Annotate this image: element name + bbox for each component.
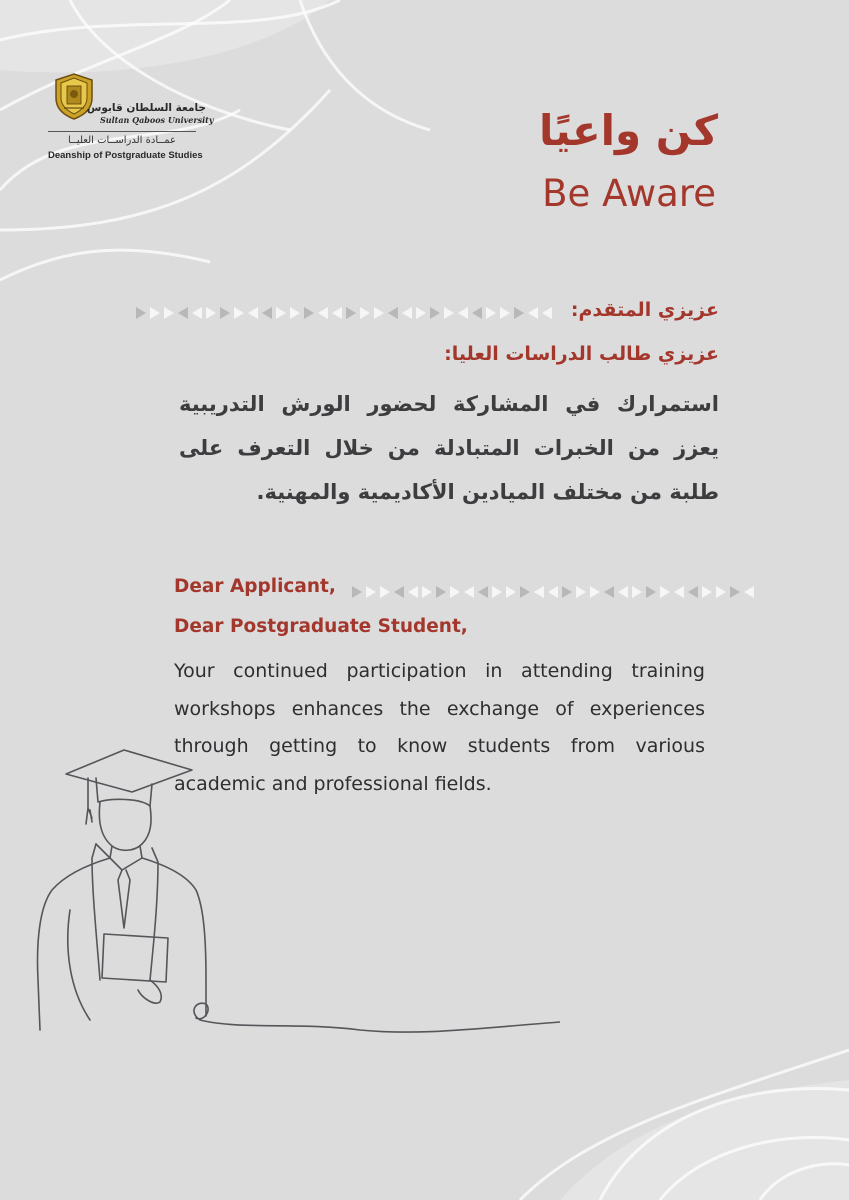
english-body-text: Your continued participation in attending training workshops enhances the exchange of experiences through getting to know students from various academic and professional fields. <box>174 660 705 795</box>
decorative-arrow-strip <box>350 582 770 602</box>
university-name-arabic: جامعة السلطان قابوس <box>86 102 206 114</box>
arrow-mark <box>472 307 482 319</box>
arrow-mark <box>234 307 244 319</box>
university-logo <box>44 62 214 166</box>
deanship-name-english: Deanship of Postgraduate Studies <box>48 150 203 161</box>
arrow-mark <box>408 586 418 598</box>
arrow-mark <box>206 307 216 319</box>
arrow-mark <box>562 586 572 598</box>
english-salutation-applicant: Dear Applicant, <box>174 576 336 597</box>
arrow-mark <box>576 586 586 598</box>
arrow-mark <box>632 586 642 598</box>
arrow-mark <box>702 586 712 598</box>
arrow-mark <box>136 307 146 319</box>
arrow-mark <box>416 307 426 319</box>
arabic-salutation-student: عزيزي طالب الدراسات العليا: <box>444 343 719 365</box>
arrow-mark <box>458 307 468 319</box>
arrow-mark <box>618 586 628 598</box>
arrow-mark <box>464 586 474 598</box>
arrow-mark <box>276 307 286 319</box>
arrow-mark <box>646 586 656 598</box>
arrow-mark <box>402 307 412 319</box>
arrow-mark <box>352 586 362 598</box>
arrow-mark <box>422 586 432 598</box>
arrow-mark <box>178 307 188 319</box>
arabic-body-text: استمرارك في المشاركة لحضور الورش التدريبية يعزز من الخبرات المتبادلة من خلال التعرف على طلبة من مختلف الميادين الأكاديمية والمهنية. <box>179 392 719 504</box>
arrow-mark <box>478 586 488 598</box>
arrow-mark <box>380 586 390 598</box>
graduate-illustration <box>0 740 560 1040</box>
arrow-mark <box>388 307 398 319</box>
arrow-mark <box>730 586 740 598</box>
arrow-mark <box>660 586 670 598</box>
english-salutation-student: Dear Postgraduate Student, <box>174 616 468 637</box>
arrow-mark <box>220 307 230 319</box>
arrow-mark <box>450 586 460 598</box>
arrow-mark <box>374 307 384 319</box>
arrow-mark <box>744 586 754 598</box>
arrow-mark <box>590 586 600 598</box>
arrow-mark <box>514 307 524 319</box>
arrow-mark <box>290 307 300 319</box>
arrow-mark <box>486 307 496 319</box>
arrow-mark <box>528 307 538 319</box>
arrow-mark <box>366 586 376 598</box>
arrow-mark <box>534 586 544 598</box>
arrow-mark <box>716 586 726 598</box>
arrow-mark <box>542 307 552 319</box>
title-english: Be Aware <box>542 172 716 215</box>
arrow-mark <box>688 586 698 598</box>
arrow-mark <box>444 307 454 319</box>
arrow-mark <box>150 307 160 319</box>
arrow-mark <box>436 586 446 598</box>
arrow-mark <box>506 586 516 598</box>
arrow-mark <box>548 586 558 598</box>
title-arabic: كن واعيًا <box>539 106 718 155</box>
arrow-mark <box>492 586 502 598</box>
arrow-mark <box>332 307 342 319</box>
arrow-mark <box>500 307 510 319</box>
arrow-mark <box>520 586 530 598</box>
arrow-mark <box>360 307 370 319</box>
logo-divider <box>48 131 196 132</box>
arrow-mark <box>430 307 440 319</box>
deanship-name-arabic: عمــادة الدراســات العليــا <box>68 135 176 146</box>
arrow-mark <box>394 586 404 598</box>
university-name-english: Sultan Qaboos University <box>100 115 214 125</box>
arrow-mark <box>192 307 202 319</box>
arrow-mark <box>164 307 174 319</box>
arrow-mark <box>604 586 614 598</box>
arrow-mark <box>304 307 314 319</box>
decorative-arrow-strip <box>134 303 564 323</box>
arrow-mark <box>346 307 356 319</box>
arrow-mark <box>674 586 684 598</box>
arabic-salutation-applicant: عزيزي المتقدم: <box>570 299 719 321</box>
arrow-mark <box>248 307 258 319</box>
arrow-mark <box>262 307 272 319</box>
arrow-mark <box>318 307 328 319</box>
